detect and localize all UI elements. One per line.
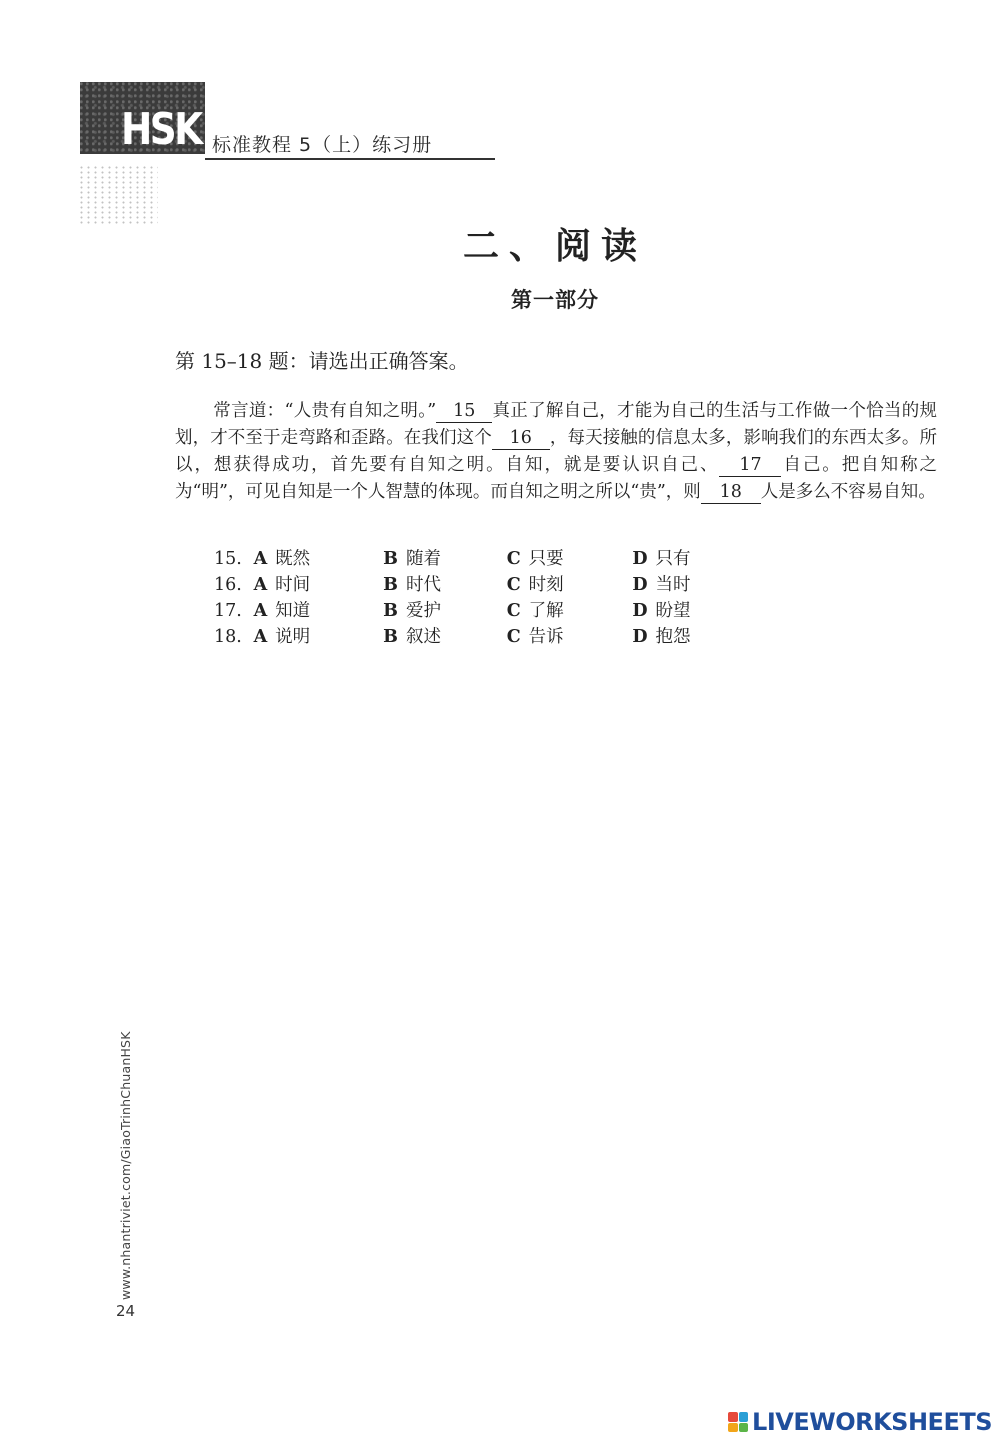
question-number: 15. bbox=[214, 549, 242, 569]
question-number: 17. bbox=[214, 601, 242, 621]
passage-segment: ，每天接触的信息太多，影响我们的东西太多。所以，想获得成功，首先要有自知之明。自知，就是要认识自己、 bbox=[175, 428, 938, 475]
option-15-d[interactable]: D 只有 bbox=[632, 549, 691, 569]
answer-options bbox=[214, 546, 732, 650]
option-row-17 bbox=[214, 598, 732, 624]
option-18-b[interactable]: B 叙述 bbox=[383, 627, 441, 647]
blank-15[interactable]: 15 bbox=[436, 400, 492, 423]
question-number: 16. bbox=[214, 575, 242, 595]
hsk-logo-text: HSK bbox=[121, 104, 201, 155]
option-17-a[interactable]: A 知道 bbox=[253, 601, 311, 621]
page-number: 24 bbox=[116, 1302, 136, 1320]
book-title: 标准教程 5（上）练习册 bbox=[212, 134, 433, 156]
option-17-d[interactable]: D 盼望 bbox=[632, 601, 691, 621]
sidebar-url: www.nhantriviet.com/GiaoTrinhChuanHSK bbox=[118, 1031, 133, 1300]
scan-speckle bbox=[78, 165, 158, 225]
option-row-18 bbox=[214, 624, 732, 650]
option-17-b[interactable]: B 爱护 bbox=[383, 601, 441, 621]
option-18-d[interactable]: D 抱怨 bbox=[632, 627, 691, 647]
option-15-a[interactable]: A 既然 bbox=[253, 549, 311, 569]
hsk-logo bbox=[80, 82, 205, 154]
passage-segment: 常言道：“人贵有自知之明。” bbox=[213, 401, 437, 421]
option-row-15 bbox=[214, 546, 732, 572]
liveworksheets-brand[interactable] bbox=[728, 1408, 992, 1436]
option-row-16 bbox=[214, 572, 732, 598]
option-15-b[interactable]: B 随着 bbox=[383, 549, 441, 569]
section-title: 二、阅读 bbox=[462, 225, 647, 267]
option-16-b[interactable]: B 时代 bbox=[383, 575, 441, 595]
blank-16[interactable]: 16 bbox=[492, 427, 550, 450]
reading-passage bbox=[175, 398, 937, 506]
option-16-a[interactable]: A 时间 bbox=[253, 575, 311, 595]
liveworksheets-logo-icon bbox=[728, 1412, 748, 1432]
passage-segment: 真正了解自己，才能为自己的生活与工作做一个恰当的规划，才不至于走弯路和歪路。在我们这个 bbox=[175, 401, 937, 448]
blank-18[interactable]: 18 bbox=[701, 481, 761, 504]
option-16-c[interactable]: C 时刻 bbox=[506, 575, 564, 595]
question-instruction: 第 15–18 题：请选出正确答案。 bbox=[175, 349, 469, 373]
part-title: 第一部分 bbox=[511, 287, 599, 312]
question-number: 18. bbox=[214, 627, 242, 647]
option-18-c[interactable]: C 告诉 bbox=[506, 627, 564, 647]
header-divider bbox=[205, 158, 495, 160]
option-18-a[interactable]: A 说明 bbox=[253, 627, 311, 647]
option-16-d[interactable]: D 当时 bbox=[632, 575, 691, 595]
blank-17[interactable]: 17 bbox=[719, 454, 781, 477]
passage-segment: 自己。把自知称之为“明”，可见自知是一个人智慧的体现。而自知之明之所以“贵”，则 bbox=[175, 455, 938, 502]
option-17-c[interactable]: C 了解 bbox=[506, 601, 564, 621]
option-15-c[interactable]: C 只要 bbox=[506, 549, 564, 569]
passage-segment: 人是多么不容易自知。 bbox=[760, 482, 936, 502]
brand-text: LIVEWORKSHEETS bbox=[752, 1408, 992, 1436]
